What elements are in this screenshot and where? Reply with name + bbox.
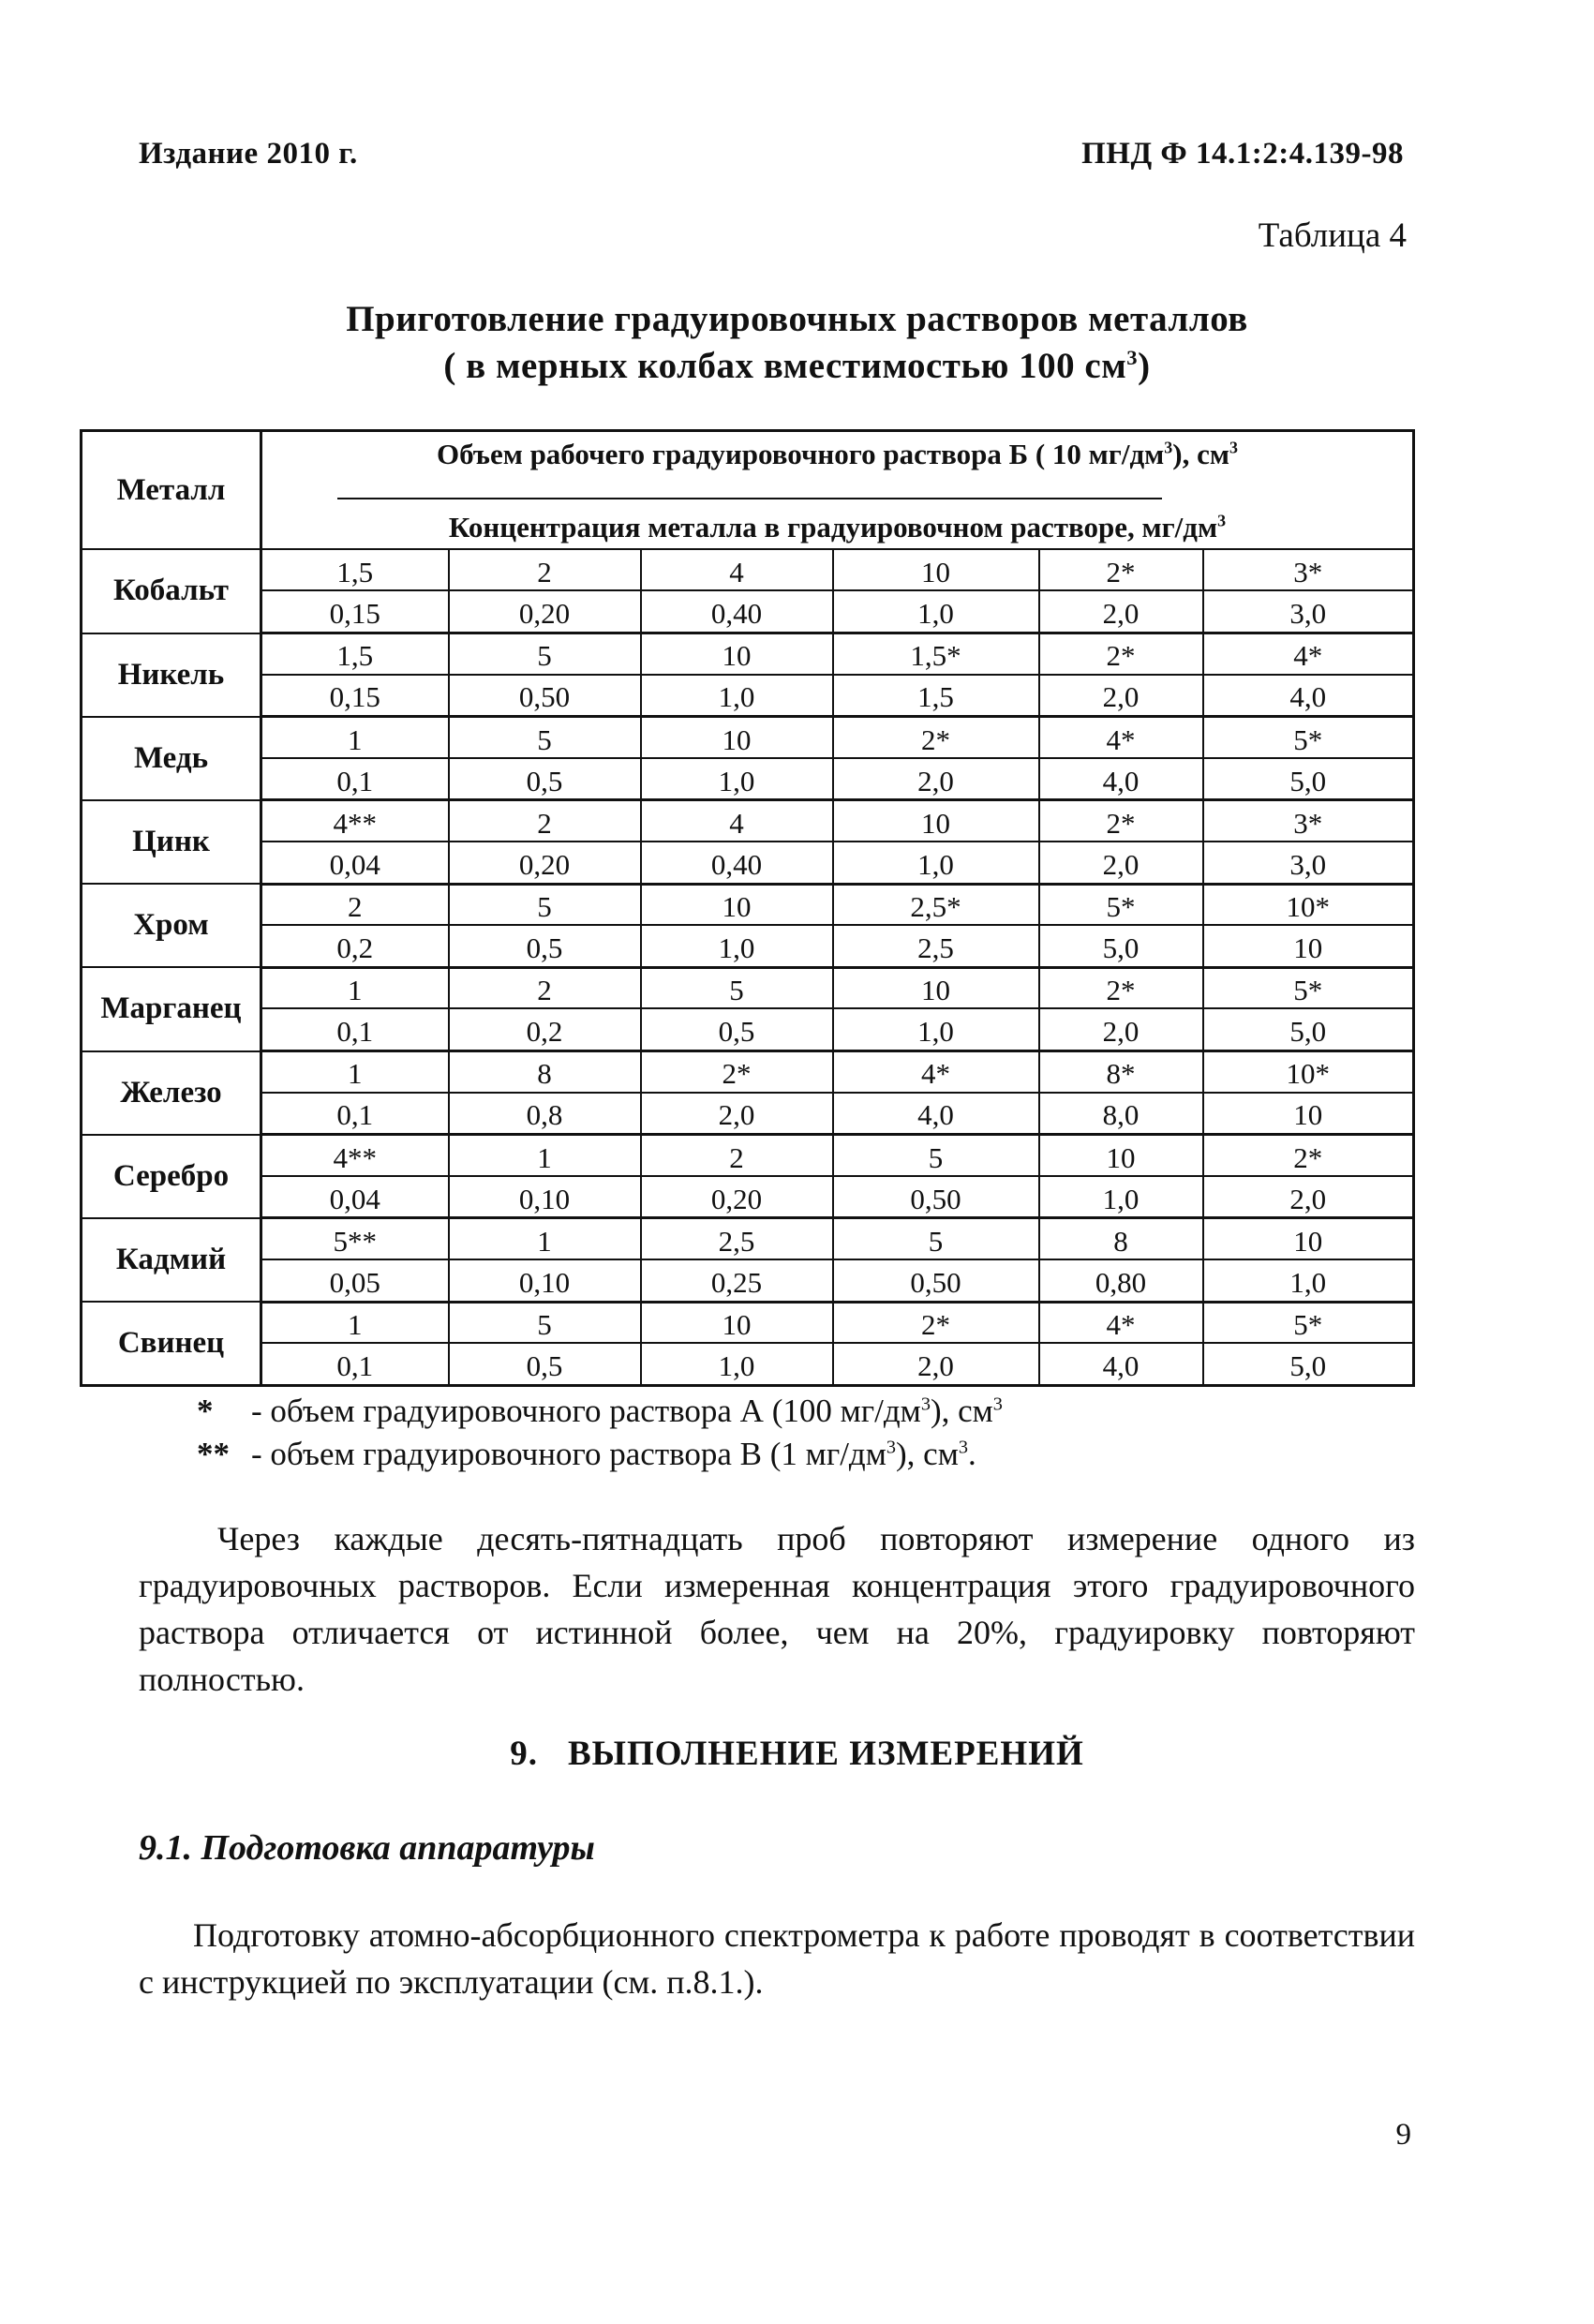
volume-cell: 8 (449, 1051, 641, 1093)
concentration-cell: 5,0 (1203, 1343, 1414, 1385)
concentration-cell: 4,0 (833, 1093, 1039, 1135)
concentration-cell: 0,8 (449, 1093, 641, 1135)
concentration-cell: 0,04 (261, 1176, 449, 1218)
concentration-cell: 0,15 (261, 675, 449, 717)
volume-cell: 2,5* (833, 884, 1039, 925)
metal-name: Свинец (82, 1302, 261, 1385)
volume-cell: 10* (1203, 884, 1414, 925)
metal-name: Хром (82, 884, 261, 967)
concentration-cell: 0,2 (261, 925, 449, 967)
concentration-cell: 2,0 (1039, 675, 1203, 717)
volume-cell: 2* (641, 1051, 833, 1093)
table-header-row (82, 431, 1414, 550)
table-row-volume (82, 1135, 1414, 1176)
conc-header-text: Концентрация металла в градуировочном растворе, мг/дм (448, 511, 1218, 544)
concentration-cell: 1,0 (1039, 1176, 1203, 1218)
concentration-cell: 0,20 (641, 1176, 833, 1218)
concentration-cell: 0,10 (449, 1176, 641, 1218)
metal-name: Кобальт (82, 549, 261, 633)
table-row-concentration (82, 1259, 1414, 1302)
concentration-cell: 10 (1203, 1093, 1414, 1135)
table-row-concentration (82, 1093, 1414, 1135)
concentration-cell: 4,0 (1039, 758, 1203, 800)
table-row-concentration (82, 842, 1414, 884)
footnote-sup2: 3 (958, 1437, 968, 1458)
volume-conc-header (261, 431, 1414, 550)
volume-cell: 8* (1039, 1051, 1203, 1093)
volume-header (262, 439, 1412, 469)
footnote-mark: ** (197, 1436, 230, 1472)
concentration-cell: 2,0 (1039, 1008, 1203, 1050)
concentration-cell: 0,5 (449, 1343, 641, 1385)
volume-cell: 10 (641, 633, 833, 675)
concentration-cell: 2,0 (1039, 590, 1203, 633)
footnote-text: - объем градуировочного раствора В (1 мг/дм (251, 1436, 886, 1472)
metal-name: Никель (82, 633, 261, 717)
header-divider (337, 498, 1162, 499)
concentration-cell: 3,0 (1203, 590, 1414, 633)
concentration-cell: 0,50 (449, 675, 641, 717)
concentration-cell: 2,0 (833, 1343, 1039, 1385)
volume-cell: 1,5* (833, 633, 1039, 675)
volume-cell: 10 (833, 967, 1039, 1008)
volume-cell: 5* (1039, 884, 1203, 925)
concentration-cell: 0,40 (641, 842, 833, 884)
title-line2-prefix: ( в мерных колбах вместимостью 100 см (443, 346, 1127, 386)
footnote-sup: 3 (920, 1393, 931, 1415)
table-row-volume (82, 1051, 1414, 1093)
table-row-volume (82, 967, 1414, 1008)
volume-cell: 1 (261, 1051, 449, 1093)
volume-header-sup: 3 (1164, 438, 1173, 457)
footnote-mid: ), см (930, 1393, 993, 1429)
volume-cell: 4 (641, 549, 833, 590)
volume-cell: 2* (1203, 1135, 1414, 1176)
footnote-double-star (197, 1434, 976, 1475)
volume-cell: 1 (261, 967, 449, 1008)
metal-name: Кадмий (82, 1218, 261, 1302)
volume-cell: 10 (641, 1302, 833, 1343)
volume-cell: 10* (1203, 1051, 1414, 1093)
metal-header: Металл (82, 431, 261, 550)
concentration-cell: 2,0 (641, 1093, 833, 1135)
concentration-cell: 0,40 (641, 590, 833, 633)
concentration-cell: 2,0 (1203, 1176, 1414, 1218)
section-heading (0, 1734, 1594, 1774)
table-row-concentration (82, 1008, 1414, 1050)
volume-cell: 5 (641, 967, 833, 1008)
volume-cell: 5* (1203, 967, 1414, 1008)
concentration-cell: 2,0 (1039, 842, 1203, 884)
table-number: Таблица 4 (1258, 216, 1407, 255)
volume-cell: 2* (833, 717, 1039, 758)
volume-cell: 4 (641, 800, 833, 842)
volume-cell: 2 (261, 884, 449, 925)
recalibration-paragraph: Через каждые десять-пятнадцать проб повторяют измерение одного из градуировочных растворов. Если измеренная концентрация этого градуировочного раствора отличается от истинной более, чем на 20%, градуировку повторяют полностью. (139, 1520, 1415, 1698)
table-row-volume (82, 1302, 1414, 1343)
concentration-cell: 0,80 (1039, 1259, 1203, 1302)
volume-cell: 2* (1039, 967, 1203, 1008)
footnote-mark: * (197, 1393, 214, 1429)
volume-cell: 10 (1039, 1135, 1203, 1176)
volume-cell: 1 (261, 717, 449, 758)
table-row-volume (82, 1218, 1414, 1259)
volume-cell: 5 (449, 1302, 641, 1343)
concentration-cell: 0,5 (641, 1008, 833, 1050)
metal-name: Марганец (82, 967, 261, 1050)
volume-cell: 4* (1039, 1302, 1203, 1343)
volume-cell: 5** (261, 1218, 449, 1259)
metal-name: Медь (82, 717, 261, 800)
table-title (0, 296, 1594, 390)
equipment-paragraph: Подготовку атомно-абсорбционного спектрометра к работе проводят в соответствии с инструкцией по эксплуатации (см. п.8.1.). (139, 1916, 1415, 2001)
footnote-sup2: 3 (992, 1393, 1003, 1415)
volume-cell: 1 (261, 1302, 449, 1343)
subsection-heading: 9.1. Подготовка аппаратуры (139, 1828, 595, 1868)
concentration-cell: 1,0 (641, 758, 833, 800)
volume-cell: 4** (261, 1135, 449, 1176)
concentration-cell: 0,10 (449, 1259, 641, 1302)
footnote-end: . (968, 1436, 976, 1472)
page-number: 9 (1395, 2118, 1411, 2152)
volume-cell: 5 (449, 717, 641, 758)
concentration-cell: 3,0 (1203, 842, 1414, 884)
volume-cell: 5* (1203, 1302, 1414, 1343)
volume-cell: 1,5 (261, 633, 449, 675)
concentration-cell: 0,1 (261, 1008, 449, 1050)
volume-cell: 10 (1203, 1218, 1414, 1259)
title-line2-suffix: ) (1138, 346, 1151, 386)
volume-cell: 5 (449, 633, 641, 675)
concentration-cell: 4,0 (1039, 1343, 1203, 1385)
table-row-concentration (82, 925, 1414, 967)
volume-cell: 5 (449, 884, 641, 925)
volume-cell: 2* (1039, 549, 1203, 590)
volume-cell: 1,5 (261, 549, 449, 590)
volume-cell: 8 (1039, 1218, 1203, 1259)
table-row-volume (82, 800, 1414, 842)
table-row-volume (82, 717, 1414, 758)
metal-name: Серебро (82, 1135, 261, 1218)
footnote-text: - объем градуировочного раствора А (100 мг/дм (251, 1393, 921, 1429)
table-row-volume (82, 549, 1414, 590)
concentration-cell: 0,05 (261, 1259, 449, 1302)
concentration-cell: 0,20 (449, 842, 641, 884)
concentration-cell: 8,0 (1039, 1093, 1203, 1135)
conc-header (262, 513, 1412, 542)
volume-header-sup2: 3 (1229, 438, 1238, 457)
volume-cell: 2 (449, 800, 641, 842)
concentration-cell: 5,0 (1203, 1008, 1414, 1050)
document-number: ПНД Ф 14.1:2:4.139-98 (1081, 137, 1404, 171)
concentration-cell: 0,5 (449, 925, 641, 967)
concentration-cell: 0,04 (261, 842, 449, 884)
volume-cell: 5 (833, 1135, 1039, 1176)
concentration-cell: 1,0 (641, 1343, 833, 1385)
table-title-line1: Приготовление градуировочных растворов металлов (346, 299, 1248, 339)
volume-cell: 10 (833, 549, 1039, 590)
concentration-cell: 1,0 (833, 842, 1039, 884)
volume-cell: 2* (833, 1302, 1039, 1343)
table-row-concentration (82, 590, 1414, 633)
concentration-cell: 5,0 (1203, 758, 1414, 800)
concentration-cell: 0,50 (833, 1259, 1039, 1302)
volume-cell: 4** (261, 800, 449, 842)
title-line2-sup: 3 (1126, 346, 1139, 369)
concentration-cell: 5,0 (1039, 925, 1203, 967)
concentration-cell: 2,5 (833, 925, 1039, 967)
concentration-cell: 1,0 (641, 675, 833, 717)
volume-cell: 2* (1039, 800, 1203, 842)
volume-cell: 5* (1203, 717, 1414, 758)
volume-cell: 2 (641, 1135, 833, 1176)
concentration-cell: 0,25 (641, 1259, 833, 1302)
concentration-cell: 0,50 (833, 1176, 1039, 1218)
table-row-concentration (82, 758, 1414, 800)
volume-cell: 3* (1203, 800, 1414, 842)
footnote-sup: 3 (886, 1437, 897, 1458)
volume-cell: 10 (641, 717, 833, 758)
table-row-concentration (82, 1176, 1414, 1218)
footnote-single-star (197, 1391, 1003, 1432)
volume-cell: 2 (449, 967, 641, 1008)
calibration-table (80, 429, 1415, 1387)
volume-cell: 2* (1039, 633, 1203, 675)
footnote-mid: ), см (896, 1436, 959, 1472)
volume-cell: 5 (833, 1218, 1039, 1259)
concentration-cell: 4,0 (1203, 675, 1414, 717)
concentration-cell: 0,15 (261, 590, 449, 633)
volume-cell: 10 (641, 884, 833, 925)
table-title-line2 (0, 343, 1594, 390)
volume-cell: 4* (1203, 633, 1414, 675)
table-row-concentration (82, 675, 1414, 717)
concentration-cell: 0,1 (261, 1343, 449, 1385)
concentration-cell: 0,1 (261, 1093, 449, 1135)
concentration-cell: 1,0 (833, 1008, 1039, 1050)
edition-label: Издание 2010 г. (139, 137, 358, 171)
metal-name: Цинк (82, 800, 261, 884)
section-title: ВЫПОЛНЕНИЕ ИЗМЕРЕНИЙ (567, 1735, 1084, 1773)
table-row-volume (82, 884, 1414, 925)
volume-cell: 1 (449, 1135, 641, 1176)
concentration-cell: 0,5 (449, 758, 641, 800)
volume-header-mid: ), см (1172, 438, 1229, 470)
volume-cell: 1 (449, 1218, 641, 1259)
volume-header-prefix: Объем рабочего градуировочного раствора Б ( 10 мг/дм (437, 438, 1165, 470)
conc-header-sup: 3 (1217, 511, 1227, 530)
volume-cell: 3* (1203, 549, 1414, 590)
concentration-cell: 10 (1203, 925, 1414, 967)
concentration-cell: 2,0 (833, 758, 1039, 800)
concentration-cell: 1,0 (641, 925, 833, 967)
volume-cell: 4* (833, 1051, 1039, 1093)
concentration-cell: 1,0 (833, 590, 1039, 633)
concentration-cell: 0,2 (449, 1008, 641, 1050)
volume-cell: 2 (449, 549, 641, 590)
table-row-concentration (82, 1343, 1414, 1385)
concentration-cell: 0,1 (261, 758, 449, 800)
volume-cell: 10 (833, 800, 1039, 842)
concentration-cell: 1,5 (833, 675, 1039, 717)
volume-cell: 4* (1039, 717, 1203, 758)
volume-cell: 2,5 (641, 1218, 833, 1259)
section-number: 9. (510, 1735, 538, 1773)
concentration-cell: 0,20 (449, 590, 641, 633)
concentration-cell: 1,0 (1203, 1259, 1414, 1302)
table-row-volume (82, 633, 1414, 675)
metal-name: Железо (82, 1051, 261, 1135)
